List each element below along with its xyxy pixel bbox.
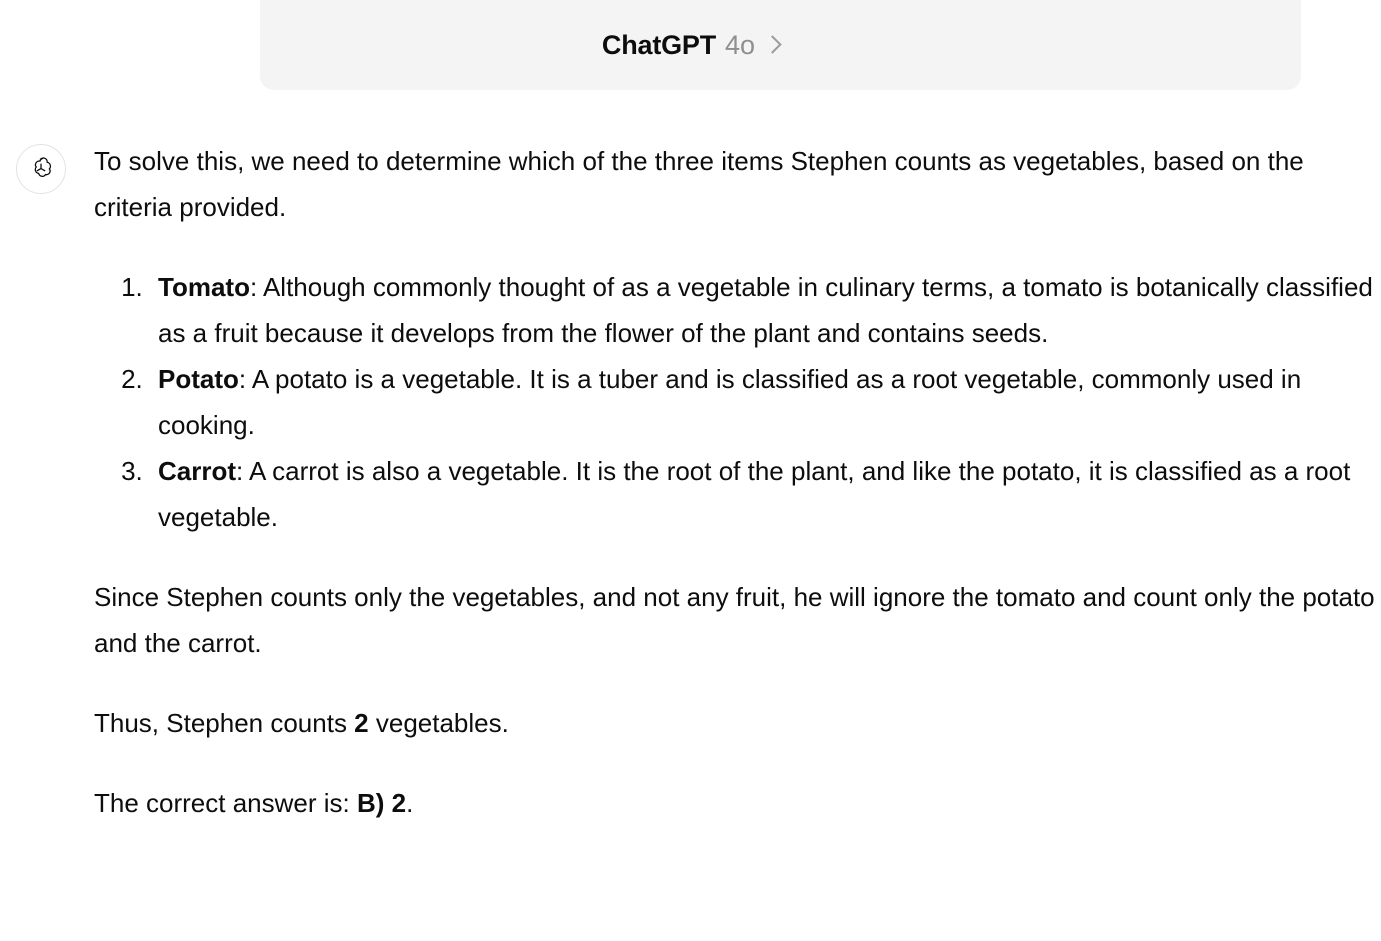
app-title: ChatGPT xyxy=(601,29,717,60)
count-value: 2 xyxy=(354,708,369,739)
openai-logo-icon xyxy=(27,155,55,183)
message-content xyxy=(94,138,1379,826)
answer-paragraph xyxy=(94,780,1379,826)
list-item-text: : Although commonly thought of as a vegetable in culinary terms, a tomato is botanically classified as a fruit because it develops from the flower of the plant and contains seeds. xyxy=(158,272,1373,349)
answer-value: B) 2 xyxy=(356,788,407,819)
list-item-text: : A carrot is also a vegetable. It is the root of the plant, and like the potato, it is classified as a root vegetable. xyxy=(158,456,1351,533)
list-item-text: : A potato is a vegetable. It is a tuber and is classified as a root vegetable, commonly used in cooking. xyxy=(158,364,1302,441)
count-paragraph xyxy=(94,700,1379,746)
count-suffix: vegetables. xyxy=(368,708,509,739)
list-item xyxy=(150,448,1379,540)
avatar xyxy=(16,144,66,194)
answer-suffix: . xyxy=(406,788,414,819)
count-prefix: Thus, Stephen counts xyxy=(94,708,355,739)
list-item-term: Carrot xyxy=(158,456,237,487)
chat-header xyxy=(0,0,1381,90)
list-item-term: Potato xyxy=(158,364,239,395)
chevron-right-icon[interactable] xyxy=(763,35,781,53)
model-selector[interactable] xyxy=(602,0,779,88)
assistant-message xyxy=(0,90,1381,826)
list-item-term: Tomato xyxy=(158,272,250,303)
item-list xyxy=(94,264,1379,540)
conclusion-paragraph: Since Stephen counts only the vegetables, and not any fruit, he will ignore the tomato and count only the potato and the carrot. xyxy=(94,582,1375,659)
list-item xyxy=(150,356,1379,448)
model-name: 4o xyxy=(725,29,756,60)
answer-prefix: The correct answer is: xyxy=(94,788,357,819)
intro-paragraph: To solve this, we need to determine which of the three items Stephen counts as vegetables, based on the criteria provided. xyxy=(94,146,1304,223)
list-item xyxy=(150,264,1379,356)
